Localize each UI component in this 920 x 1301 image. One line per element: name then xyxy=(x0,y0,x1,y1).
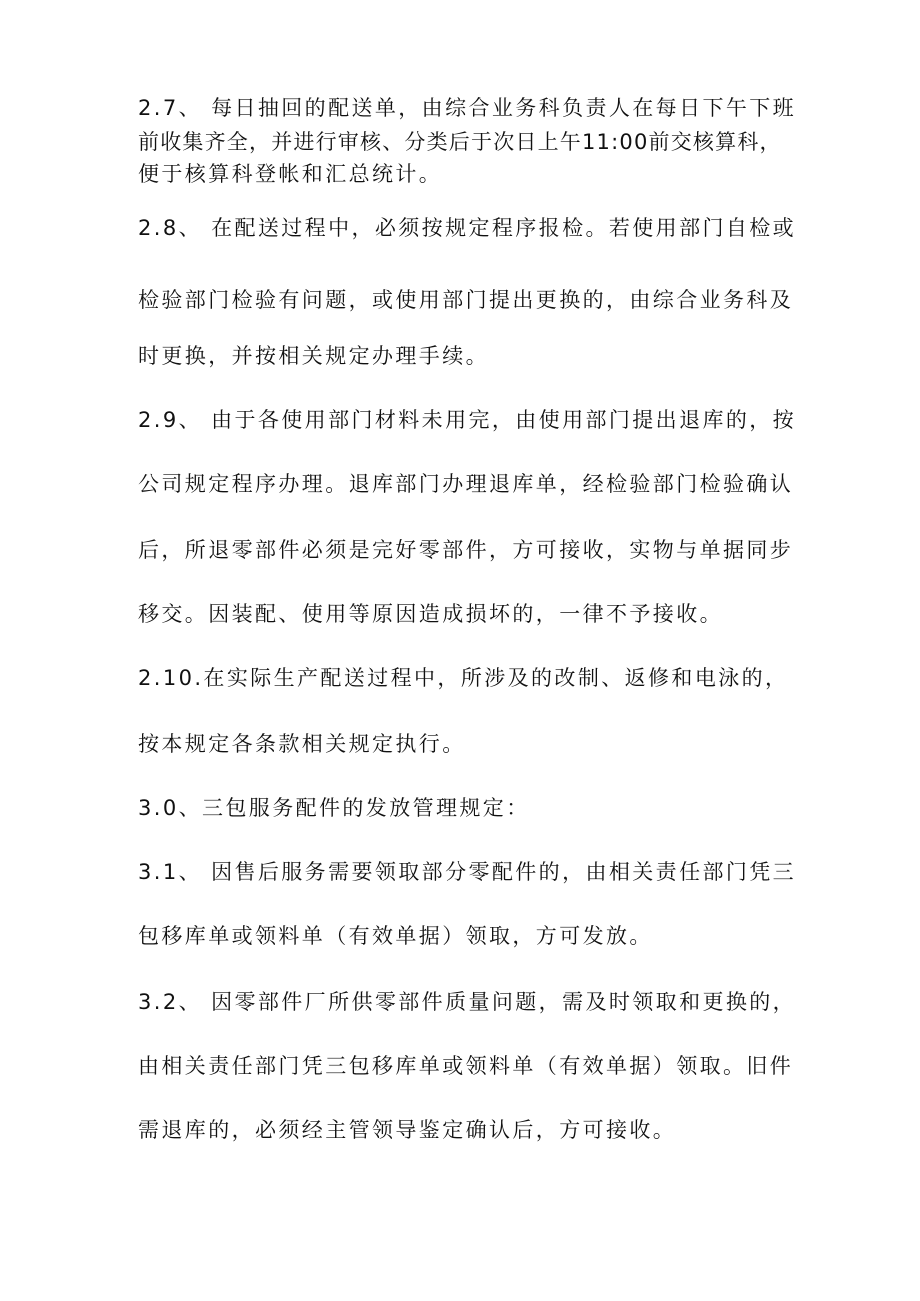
text-line-3-1-a: 3.1、 因售后服务需要领取部分零配件的，由相关责任部门凭三 xyxy=(138,860,797,884)
text-line-2-8-b: 检验部门检验有问题，或使用部门提出更换的，由综合业务科及 xyxy=(138,288,794,312)
text-line-3-2-b: 由相关责任部门凭三包移库单或领料单（有效单据）领取。旧件 xyxy=(138,1054,794,1078)
text-line-2-7-c: 便于核算科登帐和汇总统计。 xyxy=(138,162,443,186)
text-line-2-7-a: 2.7、 每日抽回的配送单，由综合业务科负责人在每日下午下班 xyxy=(138,96,797,120)
text-line-2-7-b: 前收集齐全，并进行审核、分类后于次日上午11:00前交核算科， xyxy=(138,130,782,154)
text-line-3-1-b: 包移库单或领料单（有效单据）领取，方可发放。 xyxy=(138,924,653,948)
text-line-2-8-a: 2.8、 在配送过程中，必须按规定程序报检。若使用部门自检或 xyxy=(138,216,797,240)
section-heading-3-0: 3.0、三包服务配件的发放管理规定： xyxy=(138,796,530,820)
text-line-3-2-a: 3.2、 因零部件厂所供零部件质量问题，需及时领取和更换的， xyxy=(138,990,797,1014)
text-line-2-9-d: 移交。因装配、使用等原因造成损坏的，一律不予接收。 xyxy=(138,602,723,626)
text-line-2-10-a: 2.10.在实际生产配送过程中，所涉及的改制、返修和电泳的， xyxy=(138,666,789,690)
text-line-2-10-b: 按本规定各条款相关规定执行。 xyxy=(138,732,466,756)
text-line-2-9-a: 2.9、 由于各使用部门材料未用完，由使用部门提出退库的，按 xyxy=(138,408,797,432)
text-line-2-9-c: 后，所退零部件必须是完好零部件，方可接收，实物与单据同步 xyxy=(138,538,794,562)
text-line-3-2-c: 需退库的，必须经主管领导鉴定确认后，方可接收。 xyxy=(138,1118,677,1142)
text-line-2-9-b: 公司规定程序办理。退库部门办理退库单，经检验部门检验确认 xyxy=(138,472,794,496)
text-line-2-8-c: 时更换，并按相关规定办理手续。 xyxy=(138,344,489,368)
